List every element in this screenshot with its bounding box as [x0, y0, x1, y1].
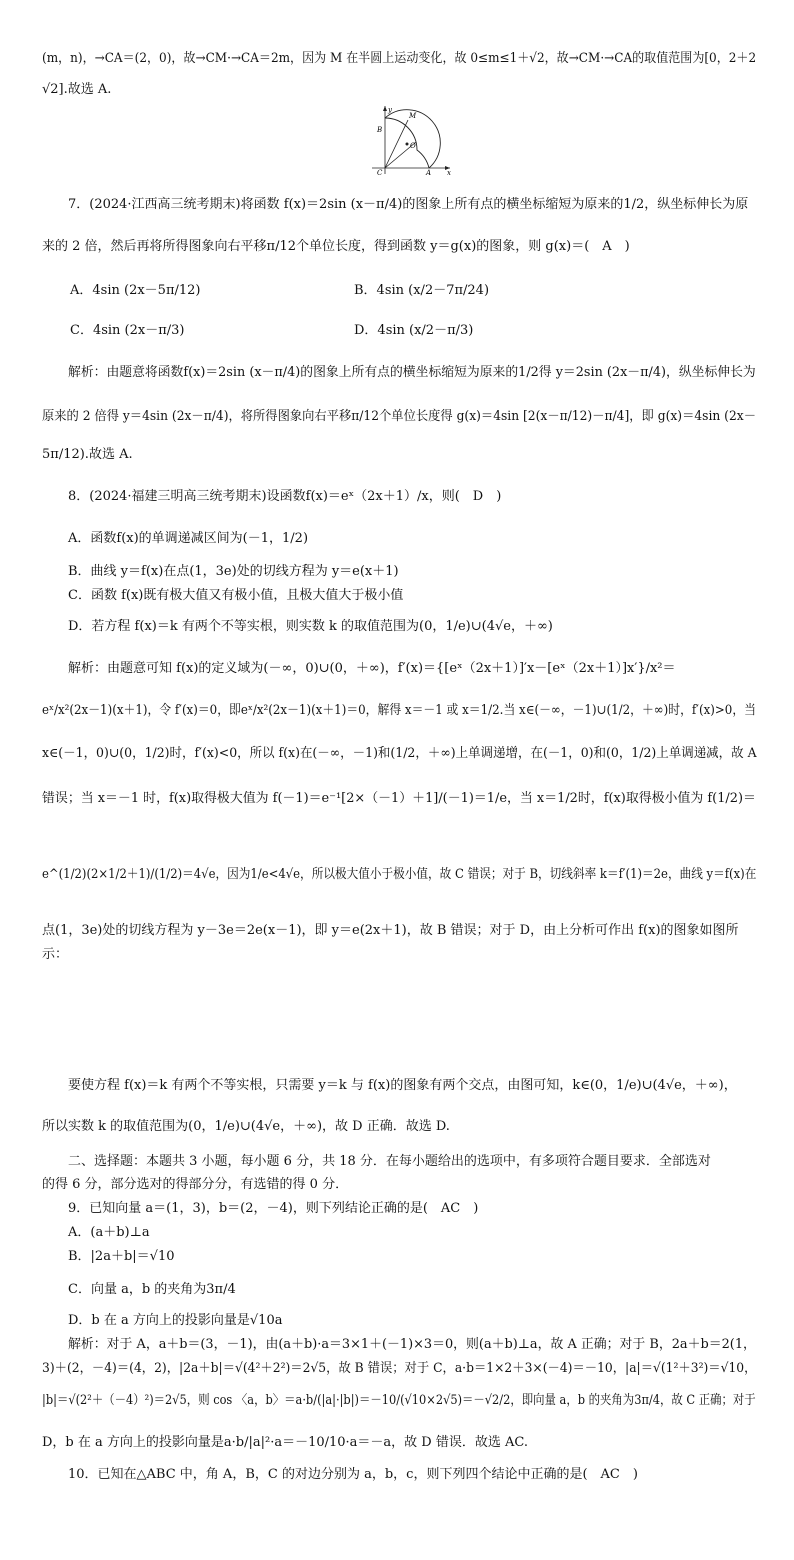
- text-line: D，b 在 a 方向上的投影向量是a·b/|a|²·a＝－10/10·a＝－a，故 D 错误．故选 AC.: [42, 1435, 529, 1450]
- text-line: eˣ/x²(2x－1)(x＋1)，令 f′(x)＝0，即eˣ/x²(2x－1)(x＋1)＝0，解得 x＝－1 或 x＝1/2.当 x∈(－∞，－1)∪(1/2，＋∞)时，f′(x)>0，当: [42, 703, 756, 718]
- figure-label-c: C: [377, 169, 383, 176]
- q9-solution-line: 解析：对于 A，a＋b＝(3，－1)，由(a＋b)·a＝3×1＋(－1)×3＝0，则(a＋b)⊥a，故 A 正确；对于 B，2a＋b＝2(1，: [68, 1337, 756, 1352]
- text-line: e^(1/2)(2×1/2＋1)/(1/2)＝4√e，因为1/e<4√e，所以极大值小于极小值，故 C 错误；对于 B，切线斜率 k＝f′(1)＝2e，曲线 y＝f(x)在: [42, 867, 757, 882]
- figure-label-y: y: [388, 106, 392, 114]
- text-line: 所以实数 k 的取值范围为(0，1/e)∪(4√e，＋∞)，故 D 正确．故选 D.: [42, 1119, 450, 1134]
- q9-option-d: D．b 在 a 方向上的投影向量是√10a: [68, 1313, 283, 1328]
- q9-option-c: C．向量 a，b 的夹角为3π/4: [68, 1282, 236, 1297]
- q8-option-b: B．曲线 y＝f(x)在点(1，3e)处的切线方程为 y＝e(x＋1): [68, 564, 399, 579]
- text-line: x∈(－1，0)∪(0，1/2)时，f′(x)<0，所以 f(x)在(－∞，－1)和(1/2，＋∞)上单调递增，在(－1，0)和(0，1/2)上单调递减，故 A: [42, 746, 757, 761]
- figure-label-x: x: [447, 169, 451, 176]
- question-7-stem: 7．(2024·江西高三统考期末)将函数 f(x)＝2sin (x－π/4)的图象上所有点的横坐标缩短为原来的1/2，纵坐标伸长为原: [68, 197, 749, 212]
- section-heading: 二、选择题：本题共 3 小题，每小题 6 分，共 18 分．在每小题给出的选项中，有多项符合题目要求．全部选对: [68, 1154, 711, 1169]
- q8-option-a: A．函数f(x)的单调递减区间为(－1，1/2): [68, 531, 309, 546]
- q9-option-a: A．(a＋b)⊥a: [68, 1225, 150, 1240]
- question-10-stem: 10．已知在△ABC 中，角 A，B，C 的对边分别为 a，b，c，则下列四个结论中正确的是( AC ): [68, 1467, 638, 1482]
- text-line: 3)＋(2，－4)＝(4，2)，|2a＋b|＝√(4²＋2²)＝2√5，故 B 错误；对于 C，a·b＝1×2＋3×(－4)＝－10，|a|＝√(1²＋3²)＝√10，: [42, 1361, 757, 1376]
- q8-option-c: C．函数 f(x)既有极大值又有极小值，且极大值大于极小值: [68, 588, 404, 603]
- text-line: 错误；当 x＝－1 时，f(x)取得极大值为 f(－1)＝e⁻¹[2×（－1）＋1]/(－1)＝1/e，当 x＝1/2时，f(x)取得极小值为 f(1/2)＝: [42, 791, 756, 806]
- text-line: 示：: [42, 947, 69, 962]
- text-line: |b|＝√(2²＋（－4）²)＝2√5，则 cos 〈a，b〉＝a·b/(|a|·|b|)＝－10/(√10×2√5)＝－√2/2，即向量 a，b 的夹角为3π/4，故 C 正确；对于: [42, 1393, 756, 1408]
- text-line: 的得 6 分，部分选对的得部分分，有选错的得 0 分．: [42, 1177, 349, 1192]
- q7-option-c: C．4sin (2x－π/3): [70, 323, 185, 338]
- q8-option-d: D．若方程 f(x)＝k 有两个不等实根，则实数 k 的取值范围为(0，1/e)∪(4√e，＋∞): [68, 619, 553, 634]
- semicircle-figure: [368, 104, 452, 176]
- question-8-stem: 8．(2024·福建三明高三统考期末)设函数f(x)＝eˣ（2x＋1）/x，则( D ): [68, 489, 502, 504]
- q9-option-b: B．|2a＋b|＝√10: [68, 1249, 175, 1264]
- text-line: 5π/12).故选 A.: [42, 447, 133, 462]
- q7-option-a: A．4sin (2x－5π/12): [70, 283, 201, 298]
- question-9-stem: 9．已知向量 a＝(1，3)，b＝(2，－4)，则下列结论正确的是( AC ): [68, 1201, 479, 1216]
- q7-solution-line: 解析：由题意将函数f(x)＝2sin (x－π/4)的图象上所有点的横坐标缩短为原来的1/2得 y＝2sin (2x－π/4)，纵坐标伸长为: [68, 365, 756, 380]
- text-line: √2].故选 A.: [42, 82, 112, 97]
- figure-label-o: O: [410, 142, 416, 150]
- text-line: 原来的 2 倍得 y＝4sin (2x－π/4)，将所得图象向右平移π/12个单位长度得 g(x)＝4sin [2(x－π/12)－π/4]，即 g(x)＝4sin (2x－: [42, 409, 756, 424]
- q8-solution-line: 解析：由题意可知 f(x)的定义域为(－∞，0)∪(0，＋∞)，f′(x)＝{[eˣ（2x＋1）]′x－[eˣ（2x＋1）]x′}/x²＝: [68, 661, 676, 676]
- text-line: (m，n)，→CA＝(2，0)，故→CM·→CA＝2m，因为 M 在半圆上运动变化，故 0≤m≤1＋√2，故→CM·→CA的取值范围为[0，2＋2: [42, 51, 757, 66]
- figure-label-b: B: [377, 126, 383, 134]
- q7-option-b: B．4sin (x/2－7π/24): [354, 283, 490, 298]
- q7-option-d: D．4sin (x/2－π/3): [354, 323, 474, 338]
- text-line: 点(1，3e)处的切线方程为 y－3e＝2e(x－1)，即 y＝e(2x＋1)，故 B 错误；对于 D，由上分析可作出 f(x)的图象如图所: [42, 923, 739, 938]
- text-line: 来的 2 倍，然后再将所得图象向右平移π/12个单位长度，得到函数 y＝g(x)的图象，则 g(x)＝( A ): [42, 239, 630, 254]
- figure-label-m: M: [409, 112, 417, 120]
- text-line: 要使方程 f(x)＝k 有两个不等实根，只需要 y＝k 与 f(x)的图象有两个交点，由图可知，k∈(0，1/e)∪(4√e，＋∞)，: [68, 1078, 737, 1093]
- figure-label-a: A: [426, 169, 432, 176]
